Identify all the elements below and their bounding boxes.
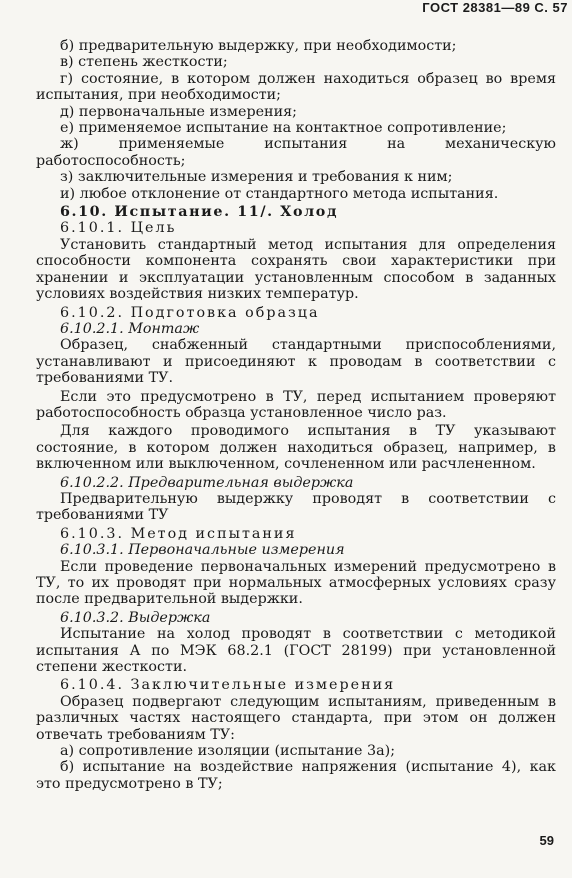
paragraph-preconditioning: Предварительную выдержку проводят в соответствии с требованиями ТУ xyxy=(36,490,556,524)
list-item-i: и) любое отклонение от стандартного метода испытания. xyxy=(60,185,499,202)
paragraph-purpose: Установить стандартный метод испытания для определения способности компонента сохранять свои характеристики при хранении и эксплуатации установленным способом в заданных условиях воздействия низких температур. xyxy=(36,236,556,303)
list-item-v: в) степень жесткости; xyxy=(60,54,228,71)
subsection-heading-6-10-2: 6.10.2. Подготовка образца xyxy=(60,304,320,321)
subheading-6-10-2-1: 6.10.2.1. Монтаж xyxy=(60,320,200,337)
subheading-6-10-3-2: 6.10.3.2. Выдержка xyxy=(60,609,211,626)
subsection-heading-6-10-1: 6.10.1. Цель xyxy=(60,220,177,237)
list-item-b2: б) испытание на воздействие напряжения (испытание 4), как это предусмотрено в ТУ; xyxy=(36,759,556,792)
section-heading-6-10: 6.10. Испытание. 11/. Холод xyxy=(60,204,339,221)
paragraph-operability: Если это предусмотрено в ТУ, перед испытанием проверяют работоспособность образца установленное число раз. xyxy=(36,388,556,421)
subheading-6-10-2-2: 6.10.2.2. Предварительная выдержка xyxy=(60,474,354,491)
list-item-zh: ж) применяемые испытания на механическую работоспособность; xyxy=(36,136,556,169)
paragraph-initial-measurements: Если проведение первоначальных измерений предусмотрено в ТУ, то их проводят при нормальных атмосферных условиях сразу после предварительной выдержки. xyxy=(36,558,556,608)
list-item-e: е) применяемое испытание на контактное сопротивление; xyxy=(60,120,507,137)
paragraph-conditioning: Испытание на холод проводят в соответствии с методикой испытания А по МЭК 68.2.1 (ГОСТ 28199) при установленной степени жесткости. xyxy=(36,626,556,676)
page-number: 59 xyxy=(539,833,554,848)
paragraph-mounting: Образец, снабженный стандартными приспособлениями, устанавливают и присоединяют к проводам в соответствии с требованиями ТУ. xyxy=(36,337,556,387)
page-header: ГОСТ 28381—89 С. 57 xyxy=(422,0,568,15)
list-item-z: з) заключительные измерения и требования к ним; xyxy=(60,169,453,186)
subsection-heading-6-10-3: 6.10.3. Метод испытания xyxy=(60,525,297,542)
subheading-6-10-3-1: 6.10.3.1. Первоначальные измерения xyxy=(60,542,345,559)
list-item-g: г) состояние, в котором должен находиться образец во время испытания, при необходимости; xyxy=(36,70,556,104)
list-item-a: а) сопротивление изоляции (испытание 3а); xyxy=(60,743,396,760)
document-body xyxy=(36,38,556,792)
list-item-b: б) предварительную выдержку, при необходимости; xyxy=(60,38,457,54)
subsection-heading-6-10-4: 6.10.4. Заключительные измерения xyxy=(60,677,396,694)
paragraph-state: Для каждого проводимого испытания в ТУ указывают состояние, в котором должен находиться образец, например, в включенном или выключенном, сочлененном или расчлененном. xyxy=(36,423,556,473)
list-item-d: д) первоначальные измерения; xyxy=(60,103,297,120)
paragraph-final-measurements: Образец подвергают следующим испытаниям, приведенным в различных частях настоящего стандарта, при этом он должен отвечать требованиям ТУ: xyxy=(36,693,556,743)
